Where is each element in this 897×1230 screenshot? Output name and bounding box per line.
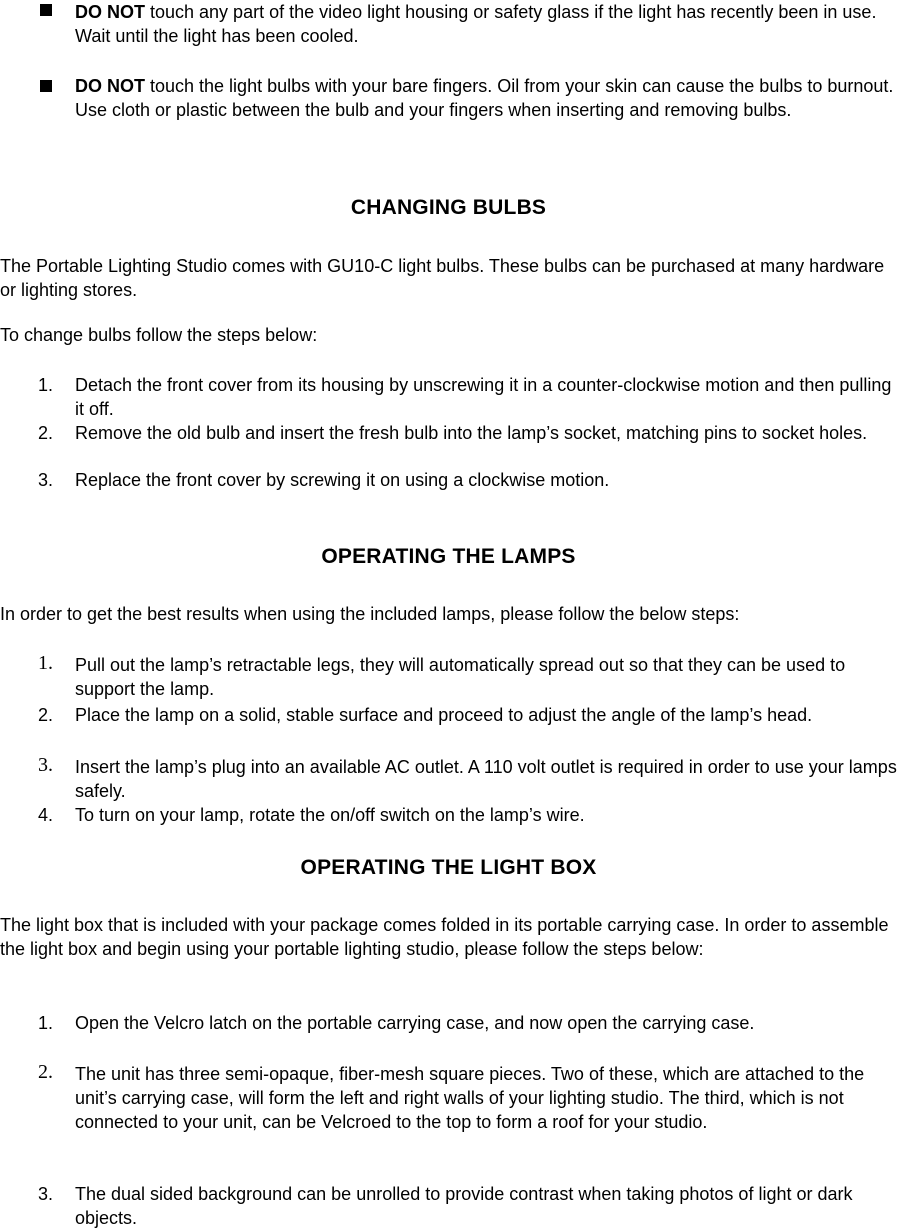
step-text: Place the lamp on a solid, stable surface and proceed to adjust the angle of the lamp’s head. [75,705,813,725]
section-intro: In order to get the best results when using the included lamps, please follow the below steps: [0,604,740,624]
step-number: 1. [38,1013,54,1033]
step-number: 3. [38,1184,54,1204]
step-number: 4. [38,805,54,825]
step-number: 3. [38,754,53,776]
section-heading: OPERATING THE LAMPS [321,545,576,568]
step-text: Detach the front cover from its housing by unscrewing it in a counter-clockwise motion and then pulling it off. [75,375,892,419]
step-text: Remove the old bulb and insert the fresh bulb into the lamp’s socket, matching pins to socket holes. [75,423,868,443]
warning-text: touch any part of the video light housing or safety glass if the light has recently been in use. Wait until the light has been cooled. [75,2,877,46]
section-intro: The Portable Lighting Studio comes with GU10-C light bulbs. These bulbs can be purchased at many hardware or lighting stores. [0,256,885,300]
warning-lead: DO NOT [75,76,145,96]
step-number: 2. [38,705,54,725]
step-text: To turn on your lamp, rotate the on/off switch on the lamp’s wire. [75,805,585,825]
step-number: 2. [38,1061,53,1083]
warning-lead: DO NOT [75,2,145,22]
square-bullet-icon [40,4,52,16]
step-number: 1. [38,375,54,395]
step-text: Pull out the lamp’s retractable legs, they will automatically spread out so that they can be used to support the lamp. [75,655,846,699]
step-number: 3. [38,470,54,490]
step-text: Open the Velcro latch on the portable carrying case, and now open the carrying case. [75,1013,755,1033]
step-text: Replace the front cover by screwing it on using a clockwise motion. [75,470,610,490]
section-heading: OPERATING THE LIGHT BOX [300,856,597,879]
step-text: Insert the lamp’s plug into an available AC outlet. A 110 volt outlet is required in order to use your lamps safely. [75,757,897,801]
section-intro: The light box that is included with your package comes folded in its portable carrying case. In order to assemble the light box and begin using your portable lighting studio, please follow the steps below: [0,915,889,959]
step-number: 1. [38,652,53,674]
warning-item [75,0,897,48]
square-bullet-icon [40,80,52,92]
warning-item [75,74,897,122]
step-text: The unit has three semi-opaque, fiber-mesh square pieces. Two of these, which are attached to the unit’s carrying case, will form the left and right walls of your lighting studio. The third, which is not connected to your unit, can be Velcroed to the top to form a roof for your studio. [75,1064,865,1132]
step-text: The dual sided background can be unrolled to provide contrast when taking photos of light or dark objects. [75,1184,853,1228]
step-number: 2. [38,423,54,443]
warning-text: touch the light bulbs with your bare fingers. Oil from your skin can cause the bulbs to burnout. Use cloth or plastic between the bulb and your fingers when inserting and removing bulbs. [75,76,894,120]
section-heading: CHANGING BULBS [350,196,547,219]
section-lead-in: To change bulbs follow the steps below: [0,325,318,345]
